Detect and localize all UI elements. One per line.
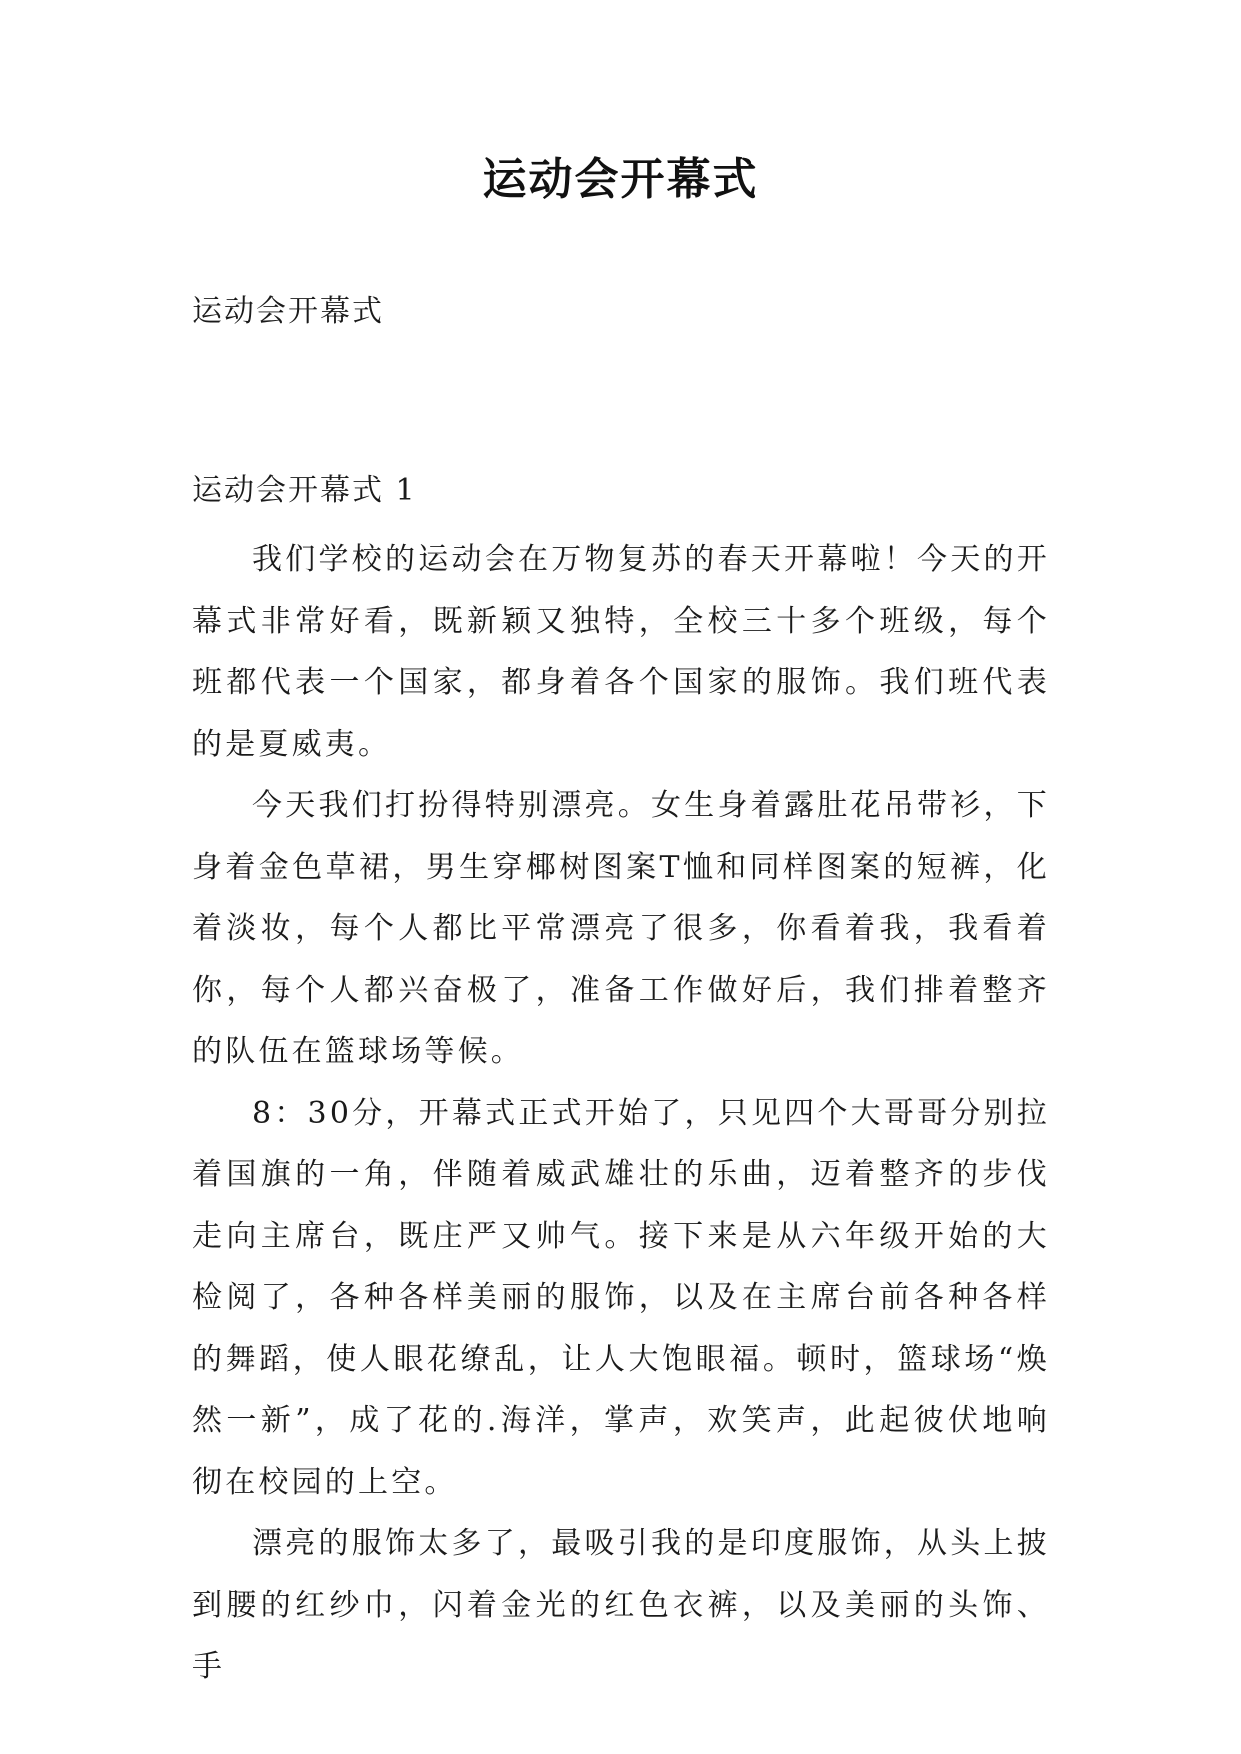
paragraph: 今天我们打扮得特别漂亮。女生身着露肚花吊带衫，下身着金色草裙，男生穿椰树图案T恤和同样图案的短裤，化着淡妆，每个人都比平常漂亮了很多，你看着我，我看着你，每个人都兴奋极了，准备工作做好后，我们排着整齐的队伍在篮球场等候。: [192, 788, 1050, 1069]
paragraph: 8：30分，开幕式正式开始了，只见四个大哥哥分别拉着国旗的一角，伴随着威武雄壮的乐曲，迈着整齐的步伐走向主席台，既庄严又帅气。接下来是从六年级开始的大检阅了，各种各样美丽的服饰，以及在主席台前各种各样的舞蹈，使人眼花缭乱，让人大饱眼福。顿时，篮球场“焕然一新”，成了花的.海洋，掌声，欢笑声，此起彼伏地响彻在校园的上空。: [192, 1095, 1050, 1500]
paragraph: 我们学校的运动会在万物复苏的春天开幕啦！今天的开幕式非常好看，既新颖又独特，全校三十多个班级，每个班都代表一个国家，都身着各个国家的服饰。我们班代表的是夏威夷。: [192, 542, 1050, 762]
document-subtitle: 运动会开幕式: [192, 294, 384, 329]
section-heading: 运动会开幕式 1: [192, 473, 417, 508]
paragraph: 漂亮的服饰太多了，最吸引我的是印度服饰，从头上披到腰的红纱巾，闪着金光的红色衣裤，以及美丽的头饰、手: [192, 1526, 1050, 1684]
page-title: 运动会开幕式: [482, 154, 759, 205]
document-body: [192, 529, 1050, 1698]
